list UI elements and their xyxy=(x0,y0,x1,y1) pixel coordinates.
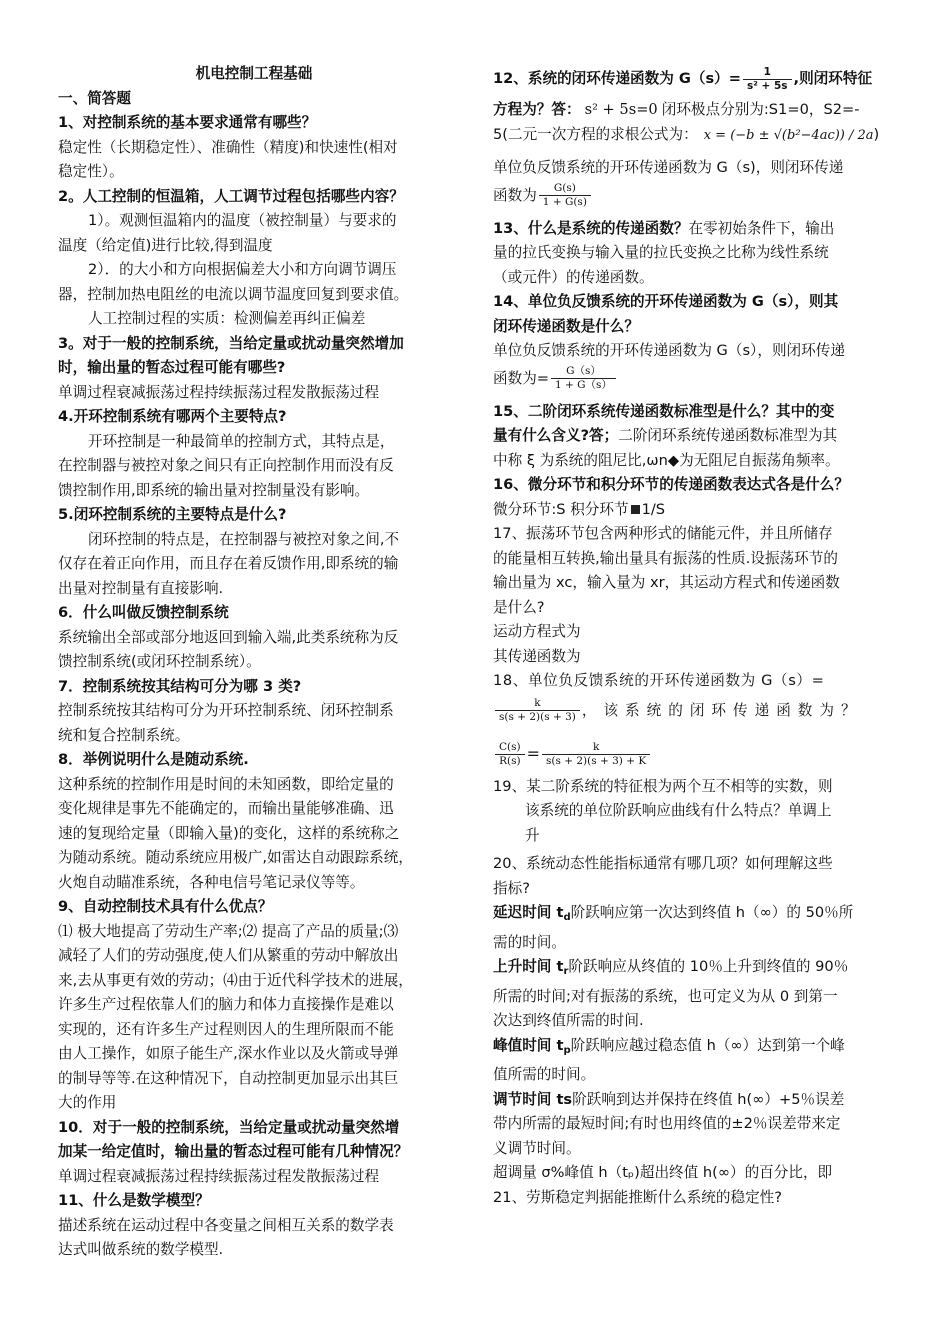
question-17: 的能量相互转换,输出量具有振荡的性质.设振荡环节的 xyxy=(493,549,838,567)
question-12-formula-line: 5(二元一次方程的求根公式为： x = (−b ± √(b²−4ac)) / 2a) xyxy=(493,125,880,143)
answer-12-line: 单位负反馈系统的开环传递函数为 G（s)，则闭环传递 xyxy=(493,159,844,176)
answer-14-line: 函数为= $\frac{G(s)}{1 + G(s)}$ xyxy=(493,364,894,394)
question-13: 13、什么是系统的传递函数？在零初始条件下，输出 xyxy=(493,219,835,237)
question-15: 15、二阶闭环系统传递函数标准型是什么？其中的变 xyxy=(493,402,835,420)
answer-16: 微分环节:S 积分环节 1/S xyxy=(493,500,666,518)
question-2: 2。人工控制的恒温箱，人工调节过程包括哪些内容？ xyxy=(58,187,404,205)
answer-1-line: 稳定性）。 xyxy=(58,163,124,180)
question-9: 9、自动控制技术具有什么优点？ xyxy=(58,898,273,915)
question-12-answer: 方程为？答： s² + 5s=0 闭环极点分别为:S1=0，S2=- xyxy=(493,101,860,118)
answer-1-line: 稳定性（长期稳定性）、准确性（精度)和快速性(相对 xyxy=(58,138,398,156)
missing-glyph-icon xyxy=(631,505,640,514)
question-8: 8．举例说明什么是随动系统. xyxy=(58,751,249,768)
question-21: 21、劳斯稳定判据能推断什么系统的稳定性? xyxy=(493,1188,783,1206)
answer-4-line: 开环控制是一种最简单的控制方式，其特点是， xyxy=(88,432,395,450)
answer-4-line: 在控制器与被控对象之间只有正向控制作用而没有反 xyxy=(58,457,394,474)
answer-5-line: 闭环控制的特点是，在控制器与被控对象之间,不 xyxy=(88,530,400,548)
question-14: 闭环传递函数是什么？ xyxy=(493,317,639,335)
question-19: 升 xyxy=(525,826,540,844)
answer-2-line: 人工控制过程的实质：检测偏差再纠正偏差 xyxy=(88,310,366,327)
question-5: 5.闭环控制系统的主要特点是什么? xyxy=(58,506,287,523)
question-19: 19、某二阶系统的特征根为两个互不相等的实数，则 xyxy=(493,777,833,795)
answer-10: 单调过程衰减振荡过程持续振荡过程发散振荡过程 xyxy=(58,1167,380,1185)
question-3: 时，输出量的暂态过程可能有哪些? xyxy=(58,359,286,376)
answer-9-line: 来,去从事更有效的劳动；⑷由于近代科学技术的进展， xyxy=(58,971,413,989)
answer-2-line: 器，控制加热电阻丝的电流以调节温度回复到要求值。 xyxy=(58,285,409,303)
fraction: $\frac{G(s)}{1 + G(s)}$ xyxy=(551,365,616,392)
answer-9-line: 大的作用 xyxy=(58,1094,117,1111)
answer-6-line: 系统输出全部或部分地返回到输入端,此类系统称为反 xyxy=(58,628,399,646)
rise-time-definition: 所需的时间;对有振荡的系统，也可定义为从 0 到第一 xyxy=(493,987,838,1005)
answer-8-line: 速的复现给定量（即输入量)的变化，这样的系统称之 xyxy=(58,824,400,842)
question-14: 14、单位负反馈系统的开环传递函数为 G（s），则其 xyxy=(493,293,839,310)
right-column xyxy=(493,64,894,1210)
question-1: 1、对控制系统的基本要求通常有哪些？ xyxy=(58,114,317,131)
quadratic-formula: x = (−b ± √(b²−4ac)) / 2a xyxy=(703,127,874,143)
delay-time-definition: 需的时间。 xyxy=(493,933,566,951)
answer-17-line: 其传递函数为 xyxy=(493,647,581,665)
question-17: 是什么? xyxy=(493,598,545,616)
question-20: 指标? xyxy=(493,879,530,897)
overshoot-definition: 超调量 σ%峰值 h（tₚ)超出终值 h(∞）的百分比，即 xyxy=(493,1164,833,1181)
question-18: 18、单位负反馈系统的开环传递函数为 G（s）= xyxy=(493,672,825,689)
answer-18: $\frac{C(s)}{R(s)}$ = $\frac{k}{s(s + 2)(s + 3) + K}$ xyxy=(493,734,894,775)
peak-time-definition: 值所需的时间。 xyxy=(493,1066,596,1083)
answer-5-line: 仅存在着正向作用，而且存在着反馈作用,即系统的输 xyxy=(58,555,399,572)
answer-3: 单调过程衰减振荡过程持续振荡过程发散振荡过程 xyxy=(58,383,380,401)
rise-time-definition: 次达到终值所需的时间. xyxy=(493,1012,644,1029)
answer-17-line: 运动方程式为 xyxy=(493,623,581,640)
answer-12-line: 函数为 $\frac{G(s)}{1 + G(s)}$ xyxy=(493,181,894,211)
fraction: $\frac{G(s)}{1 + G(s)}$ xyxy=(539,182,591,209)
page-title: 机电控制工程基础 xyxy=(195,65,313,82)
answer-6-line: 馈控制系统(或闭环控制系统）。 xyxy=(58,653,261,670)
settling-time-definition: 带内所需的最短时间;有时也用终值的±2％误差带来定 xyxy=(493,1115,841,1132)
left-column xyxy=(58,62,460,1263)
settling-time-definition: 调节时间 ts阶跃响到达并保持在终值 h(∞）+5％误差 xyxy=(493,1090,845,1108)
question-7: 7．控制系统按其结构可分为哪 3 类? xyxy=(58,677,302,695)
question-15: 量有什么含义?答；二阶闭环系统传递函数标准型为其 xyxy=(493,427,838,444)
question-16: 16、微分环节和积分环节的传递函数表达式各是什么？ xyxy=(493,476,849,493)
question-17: 17、振荡环节包含两种形式的储能元件，并且所储存 xyxy=(493,525,833,542)
answer-14-line: 单位负反馈系统的开环传递函数为 G（s），则闭环传递 xyxy=(493,342,845,359)
question-11: 11、什么是数学模型？ xyxy=(58,1192,210,1209)
question-4: 4.开环控制系统有哪两个主要特点? xyxy=(58,408,287,425)
fraction: $\frac{C(s)}{R(s)}$ xyxy=(495,741,525,768)
question-6: 6．什么叫做反馈控制系统 xyxy=(58,604,229,621)
question-3: 3。对于一般的控制系统，当给定量或扰动量突然增加 xyxy=(58,334,404,352)
question-19: 该系统的单位阶跃响应曲线有什么特点？单调上 xyxy=(525,802,832,819)
answer-8-line: 火炮自动瞄准系统，各种电信号笔记录仪等等。 xyxy=(58,873,365,891)
answer-4-line: 馈控制作用,即系统的输出量对控制量没有影响。 xyxy=(58,481,370,499)
question-12: 12、系统的闭环传递函数为 G（s）= $\frac{1}{\text{s² + 5s}}$ ,则闭环特征 xyxy=(493,65,873,92)
answer-2-line: 1）。观测恒温箱内的温度（被控制量）与要求的 xyxy=(88,212,397,229)
answer-8-line: 这种系统的控制作用是时间的未知函数，即给定量的 xyxy=(58,775,394,793)
question-20: 20、系统动态性能指标通常有哪几项？如何理解这些 xyxy=(493,855,833,872)
answer-7-line: 统和复合控制系统。 xyxy=(58,726,190,744)
answer-2-line: 2）．的大小和方向根据偏差大小和方向调节调压 xyxy=(88,261,397,278)
peak-time-definition: 峰值时间 $t_p$阶跃响应越过稳态值 h（∞）达到第一个峰 xyxy=(493,1036,845,1056)
answer-2-line: 温度（给定值)进行比较,得到温度 xyxy=(58,236,273,254)
question-18: $\frac{k}{s(s + 2)(s + 3)}$ ，该系统的闭环传递函数为？ xyxy=(493,694,894,728)
question-10: 10．对于一般的控制系统，当给定量或扰动量突然增 xyxy=(58,1118,400,1136)
answer-9-line: 许多生产过程依靠人们的脑力和体力直接操作是难以 xyxy=(58,996,394,1013)
delay-time-definition: 延迟时间 $t_d$阶跃响应第一次达到终值 h（∞）的 50％所 xyxy=(493,904,854,923)
fraction: $\frac{1}{\text{s² + 5s}}$ xyxy=(743,66,792,93)
answer-13-line: 量的拉氏变换与输入量的拉氏变换之比称为线性系统 xyxy=(493,244,829,261)
answer-9-line: ⑴ 极大地提高了劳动生产率;⑵ 提高了产品的质量;⑶ xyxy=(58,922,399,940)
question-17: 输出量为 xc，输入量为 xr，其运动方程式和传递函数 xyxy=(493,574,840,591)
question-10: 加某一给定值时，输出量的暂态过程可能有几种情况？ xyxy=(58,1143,409,1160)
answer-13-line: （或元件）的传递函数。 xyxy=(493,268,654,286)
answer-9-line: 由人工操作，如原子能生产,深水作业以及火箭或导弹 xyxy=(58,1045,399,1062)
answer-5-line: 出量对控制量有直接影响. xyxy=(58,579,224,597)
rise-time-definition: 上升时间 $t_r$阶跃响应从终值的 10％上升到终值的 90％ xyxy=(493,958,849,977)
section-heading: 一、简答题 xyxy=(58,89,131,107)
answer-7-line: 控制系统按其结构可分为开环控制系统、闭环控制系 xyxy=(58,702,394,719)
answer-11-line: 达式叫做系统的数学模型. xyxy=(58,1241,224,1258)
answer-15-line: 中称 ξ 为系统的阻尼比,ωn◆为无阻尼自振荡角频率。 xyxy=(493,451,840,469)
answer-11-line: 描述系统在运动过程中各变量之间相互关系的数学表 xyxy=(58,1216,394,1234)
answer-8-line: 为随动系统。随动系统应用极广,如雷达自动跟踪系统， xyxy=(58,849,413,866)
answer-9-line: 减轻了人们的劳动强度,使人们从繁重的劳动中解放出 xyxy=(58,947,399,964)
answer-9-line: 的制导等等.在这种情况下，自动控制更加显示出其巨 xyxy=(58,1069,399,1087)
answer-8-line: 变化规律是事先不能确定的，而输出量能够准确、迅 xyxy=(58,800,394,817)
fraction: $\frac{k}{s(s + 2)(s + 3) + K}$ xyxy=(542,741,650,768)
settling-time-definition: 义调节时间。 xyxy=(493,1139,581,1157)
answer-9-line: 实现的，还有许多生产过程则因人的生理所限而不能 xyxy=(58,1020,394,1038)
fraction: $\frac{k}{s(s + 2)(s + 3)}$ xyxy=(495,697,580,724)
